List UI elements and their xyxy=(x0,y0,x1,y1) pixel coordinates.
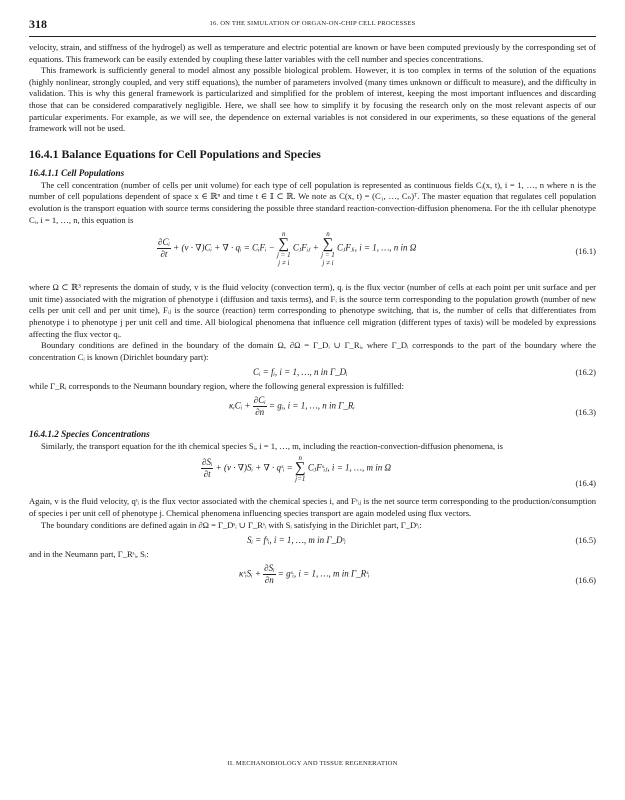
paragraph: The boundary conditions are defined again in ∂Ω = Γ_Dˢᵢ ∪ Γ_Rˢᵢ with Sᵢ satisfying in the Dirichlet part, Γ_Dˢᵢ: xyxy=(41,519,422,530)
paragraph: while Γ_Rᵢ corresponds to the Neumann boundary region, where the following general expression is fulfilled: xyxy=(29,381,404,392)
equation-term: κᵢCᵢ + xyxy=(229,400,251,411)
subsection-heading: 16.4.1.2 Species Concentrations xyxy=(29,428,150,439)
denominator: ∂n xyxy=(264,574,274,585)
summation xyxy=(321,230,335,267)
equation-term: + (v · ∇)Cᵢ + ∇ · qᵢ xyxy=(173,242,242,253)
equation-term: + (v · ∇)Sᵢ + ∇ · qˢᵢ = xyxy=(215,463,293,474)
sum-symbol: ∑ xyxy=(322,236,334,253)
denominator: ∂t xyxy=(203,469,211,480)
page xyxy=(29,14,596,591)
denominator: ∂t xyxy=(160,249,168,260)
running-head: 16. ON THE SIMULATION OF ORGAN-ON-CHIP CELL PROCESSES xyxy=(209,20,416,27)
sum-upper: n xyxy=(282,230,286,239)
paragraph: Again, v is the fluid velocity, qˢᵢ is the flux vector associated with the chemical species i, and Fˢᵢⱼ is the net source term corresponding to the production/consumption of species i per unit cell of phenotype j. Chemical phenomena influencing species transport are again modeled using flux vectors. xyxy=(29,496,596,519)
sum-lower: j ≠ i xyxy=(322,259,334,268)
equation-number: (16.6) xyxy=(575,574,596,585)
equation-body: Sᵢ = fˢᵢ, i = 1, …, m in Γ_Dˢᵢ xyxy=(247,535,346,546)
equation-term: = gˢᵢ, i = 1, …, m in Γ_Rˢᵢ xyxy=(277,568,370,579)
equation-number: (16.5) xyxy=(575,535,596,546)
sum-lower: j = 1 xyxy=(276,251,291,260)
equation-16-2 xyxy=(29,363,596,381)
fraction xyxy=(263,563,275,586)
equation-16-4 xyxy=(29,452,596,496)
equation-term: = gᵢ, i = 1, …, n in Γ_Rᵢ xyxy=(268,400,355,411)
equation-body: Cᵢ = fᵢ, i = 1, …, n in Γ_Dᵢ xyxy=(253,367,348,378)
sum-lower: j ≠ i xyxy=(278,259,290,268)
paragraph: This framework is sufficiently general to model almost any possible biological problem. However, it is too complex in terms of the solution of the equations (highly nonlinear, strongly coupled, and very stiff equations), the number of parameters involved (many times unknown or difficult to measure), and the difficulty in validation. This is why this general framework is particularized and simplified for the problem of interest, keeping the most important influences and discarding those that can be considered comparatively negligible. Here, we shall see how to simplify it by focusing the research only on the most relevant aspects of our particular experiments. For example, as we will see, the dependence on external variables is not considered in our experiments, so these equations of the general framework will not be used. xyxy=(29,65,596,134)
equation-number: (16.4) xyxy=(575,478,596,489)
equation-term: = CᵢFᵢ − xyxy=(243,242,275,253)
equation-term: CⱼFᵢⱼ + xyxy=(292,242,319,253)
equation-number: (16.1) xyxy=(575,246,596,257)
equation-number: (16.2) xyxy=(575,367,596,378)
equation-number: (16.3) xyxy=(575,406,596,417)
numerator: ∂Cᵢ xyxy=(158,237,170,248)
numerator: ∂Cᵢ xyxy=(253,394,266,405)
equation-term: κˢᵢSᵢ + xyxy=(239,568,261,579)
summation xyxy=(295,454,306,483)
sum-upper: n xyxy=(298,454,302,463)
fraction xyxy=(253,395,267,418)
page-header xyxy=(29,14,596,37)
paragraph: and in the Neumann part, Γ_Rˢᵢ, Sᵢ: xyxy=(29,549,149,560)
equation-16-3 xyxy=(29,393,596,423)
numerator: ∂Sᵢ xyxy=(264,562,275,573)
equation-term: CⱼFˢᵢⱼ, i = 1, …, m in Ω xyxy=(307,463,392,474)
page-number: 318 xyxy=(29,17,47,31)
paragraph: Similarly, the transport equation for the ith chemical species Sᵢ, i = 1, …, m, including the reaction-convection-diffusion phenomena, is xyxy=(41,440,503,451)
paragraph: Boundary conditions are defined in the boundary of the domain Ω, ∂Ω = Γ_Dᵢ ∪ Γ_Rᵢ, where Γ_Dᵢ corresponds to the part of the boundary where the concentration Cᵢ is known (Dirichlet boundary part): xyxy=(29,340,596,362)
sum-lower: j = 1 xyxy=(321,251,335,260)
subsection-heading: 16.4.1.1 Cell Populations xyxy=(29,167,125,178)
fraction xyxy=(157,237,171,260)
page-footer: II. MECHANOBIOLOGY AND TISSUE REGENERATION xyxy=(227,760,398,767)
fraction xyxy=(201,457,213,480)
equation-term: CⱼFⱼᵢ, i = 1, …, n in Ω xyxy=(337,242,417,253)
section-heading: 16.4.1 Balance Equations for Cell Populations and Species xyxy=(29,146,321,161)
equation-16-5 xyxy=(29,531,596,549)
sum-symbol: ∑ xyxy=(294,460,306,477)
equation-16-6 xyxy=(29,561,596,591)
paragraph: where Ω ⊂ ℝ³ represents the domain of study, v is the fluid velocity (convection term), qᵢ is the flux vector (number of cells at each point per unit surface and per unit time) associated with the migration of phenotype i (diffusion and taxis terms), and Fᵢ is the source term corresponding to the population growth (number of new cells per unit cell and per unit time), Fᵢⱼ is the source (reaction) term corresponding to phenotype switching, that is, the number of cells that differentiates from phenotype i to phenotype j per unit cell and time. All biological phenomena that influence cell migration (different types of taxis) will be modeled by expressions affecting the flux vector qᵢ. xyxy=(29,282,596,339)
denominator: ∂n xyxy=(255,406,265,417)
summation xyxy=(277,230,291,267)
sum-lower: j=1 xyxy=(295,475,306,484)
paragraph: velocity, strain, and stiffness of the hydrogel) as well as temperature and electric potential are known or have been computed previously by the corresponding set of equations. This framework can be easily extended by coupling these latter variables with the cell number and species concentrations. xyxy=(29,42,596,64)
paragraph: The cell concentration (number of cells per unit volume) for each type of cell population is represented as continuous fields Cᵢ(x, t), i = 1, …, n where n is the number of cell populations dependent of space x ∈ ℝⁿ and time t ∈ 𝕀 ⊂ ℝ. We note as C(x, t) = (C₁, …, Cₙ)ᵀ. The master equation that regulates cell population evolution is the transport equation with source terms considering the possible three standard reaction-convection-diffusion phenomena. For the ith cellular phenotype Cᵢ, i = 1, …, n, this equation is xyxy=(29,179,596,225)
sum-upper: n xyxy=(326,230,330,239)
sum-symbol: ∑ xyxy=(278,236,290,253)
numerator: ∂Sᵢ xyxy=(202,457,213,468)
equation-16-1 xyxy=(29,226,596,282)
